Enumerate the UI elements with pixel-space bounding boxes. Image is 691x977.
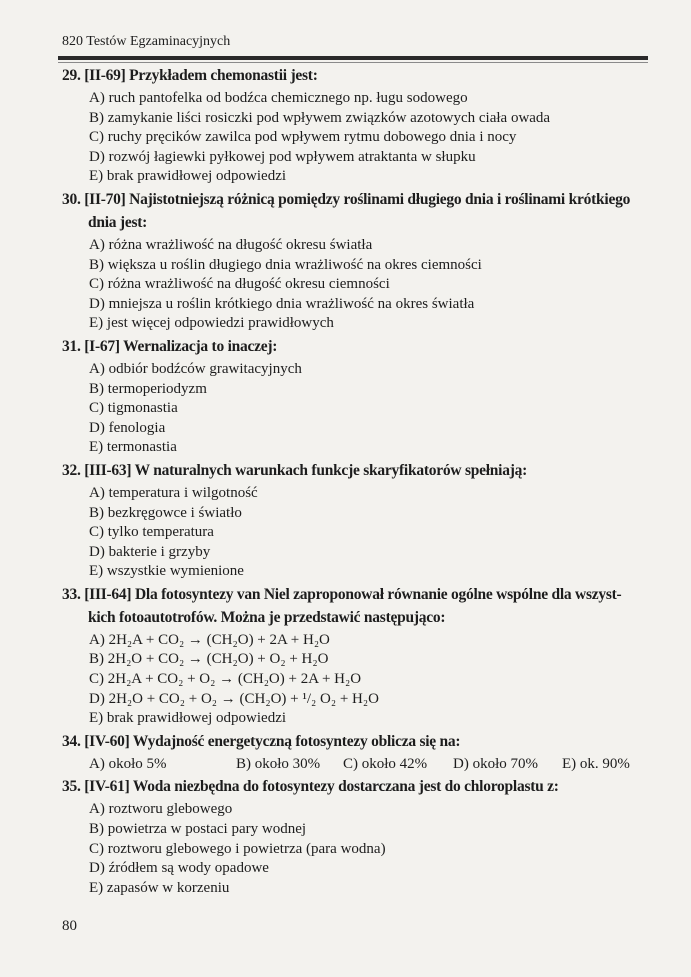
- answer-option: E) zapasów w korzeniu: [89, 879, 230, 896]
- answer-option: B) bezkręgowce i światło: [89, 504, 242, 521]
- answer-option: C) roztworu glebowego i powietrza (para wodna): [89, 840, 386, 857]
- answer-option: C) około 42%: [343, 755, 428, 772]
- question-title: 30. [II-70] Najistotniejszą różnicą pomiędzy roślinami długiego dnia i roślinami krótkiego: [62, 190, 631, 208]
- answer-option: E) termonastia: [89, 439, 177, 456]
- answer-option: A) 2H₂A + CO₂ → (CH₂O) + 2A + H₂O: [89, 631, 330, 648]
- question-title-cont: dnia jest:: [88, 213, 148, 231]
- answer-option: E) brak prawidłowej odpowiedzi: [89, 168, 287, 185]
- answer-option: E) jest więcej odpowiedzi prawidłowych: [89, 315, 334, 332]
- question-34: [62, 730, 658, 775]
- answer-option: E) brak prawidłowej odpowiedzi: [89, 710, 287, 727]
- answer-option: C) różna wrażliwość na długość okresu ciemności: [89, 276, 390, 293]
- question-30: [62, 188, 658, 334]
- answer-option: D) rozwój łagiewki pyłkowej pod wpływem atraktanta w słupku: [89, 148, 476, 165]
- page-number: 80: [62, 918, 77, 935]
- answer-option: D) bakterie i grzyby: [89, 543, 211, 560]
- answer-option: C) tylko temperatura: [89, 524, 214, 541]
- answer-option: A) ruch pantofelka od bodźca chemicznego np. ługu sodowego: [89, 90, 468, 106]
- answer-option: A) około 5%: [89, 755, 167, 772]
- answer-option: A) temperatura i wilgotność: [89, 484, 258, 501]
- answer-option: E) wszystkie wymienione: [89, 563, 244, 580]
- header-rule-thin: [58, 62, 648, 63]
- answer-option: E) ok. 90%: [562, 755, 630, 772]
- question-35: [62, 775, 658, 898]
- answer-option: D) źródłem są wody opadowe: [89, 860, 269, 877]
- answer-option: A) roztworu glebowego: [89, 801, 233, 818]
- question-title: 29. [II-69] Przykładem chemonastii jest:: [62, 67, 318, 84]
- question-title: 33. [III-64] Dla fotosyntezy van Niel zaproponował równanie ogólne wspólne dla wszyst-: [62, 585, 622, 603]
- answer-option: C) tigmonastia: [89, 400, 178, 417]
- question-title: 32. [III-63] W naturalnych warunkach funkcje skaryfikatorów spełniają:: [62, 461, 528, 479]
- running-header: 820 Testów Egzaminacyjnych: [62, 34, 231, 49]
- answer-option: B) większa u roślin długiego dnia wrażliwość na okres ciemności: [89, 256, 482, 273]
- header-rule: [58, 56, 648, 60]
- answer-option: D) mniejsza u roślin krótkiego dnia wrażliwość na okres światła: [89, 295, 475, 312]
- answer-option: D) około 70%: [453, 755, 538, 772]
- answer-option: D) 2H₂O + CO₂ + O₂ → (CH₂O) + ¹/₂ O₂ + H₂O: [89, 690, 379, 707]
- answer-option: A) odbiór bodźców grawitacyjnych: [89, 360, 302, 377]
- answer-option: C) ruchy pręcików zawilca pod wpływem rytmu dobowego dnia i nocy: [89, 129, 517, 146]
- answer-option: A) różna wrażliwość na długość okresu światła: [89, 236, 373, 253]
- question-33: [62, 583, 658, 729]
- answer-option: B) zamykanie liści rosiczki pod wpływem związków azotowych ciała owada: [89, 109, 551, 126]
- answer-option: B) termoperiodyzm: [89, 380, 207, 397]
- answer-option: B) około 30%: [236, 755, 321, 772]
- answer-option: C) 2H₂A + CO₂ + O₂ → (CH₂O) + 2A + H₂O: [89, 671, 362, 688]
- page-content: [62, 64, 658, 936]
- answer-option: D) fenologia: [89, 419, 166, 436]
- question-title: 34. [IV-60] Wydajność energetyczną fotosyntezy oblicza się na:: [62, 732, 461, 750]
- question-title: 31. [I-67] Wernalizacja to inaczej:: [62, 337, 278, 355]
- question-31: [62, 335, 658, 458]
- question-title: 35. [IV-61] Woda niezbędna do fotosyntezy dostarczana jest do chloroplastu z:: [62, 778, 559, 796]
- question-title-cont: kich fotoautotrofów. Można je przedstawić następująco:: [88, 608, 446, 626]
- question-32: [62, 459, 658, 582]
- answer-option: B) powietrza w postaci pary wodnej: [89, 821, 307, 838]
- answer-option: B) 2H₂O + CO₂ → (CH₂O) + O₂ + H₂O: [89, 651, 329, 668]
- question-29: [62, 64, 658, 187]
